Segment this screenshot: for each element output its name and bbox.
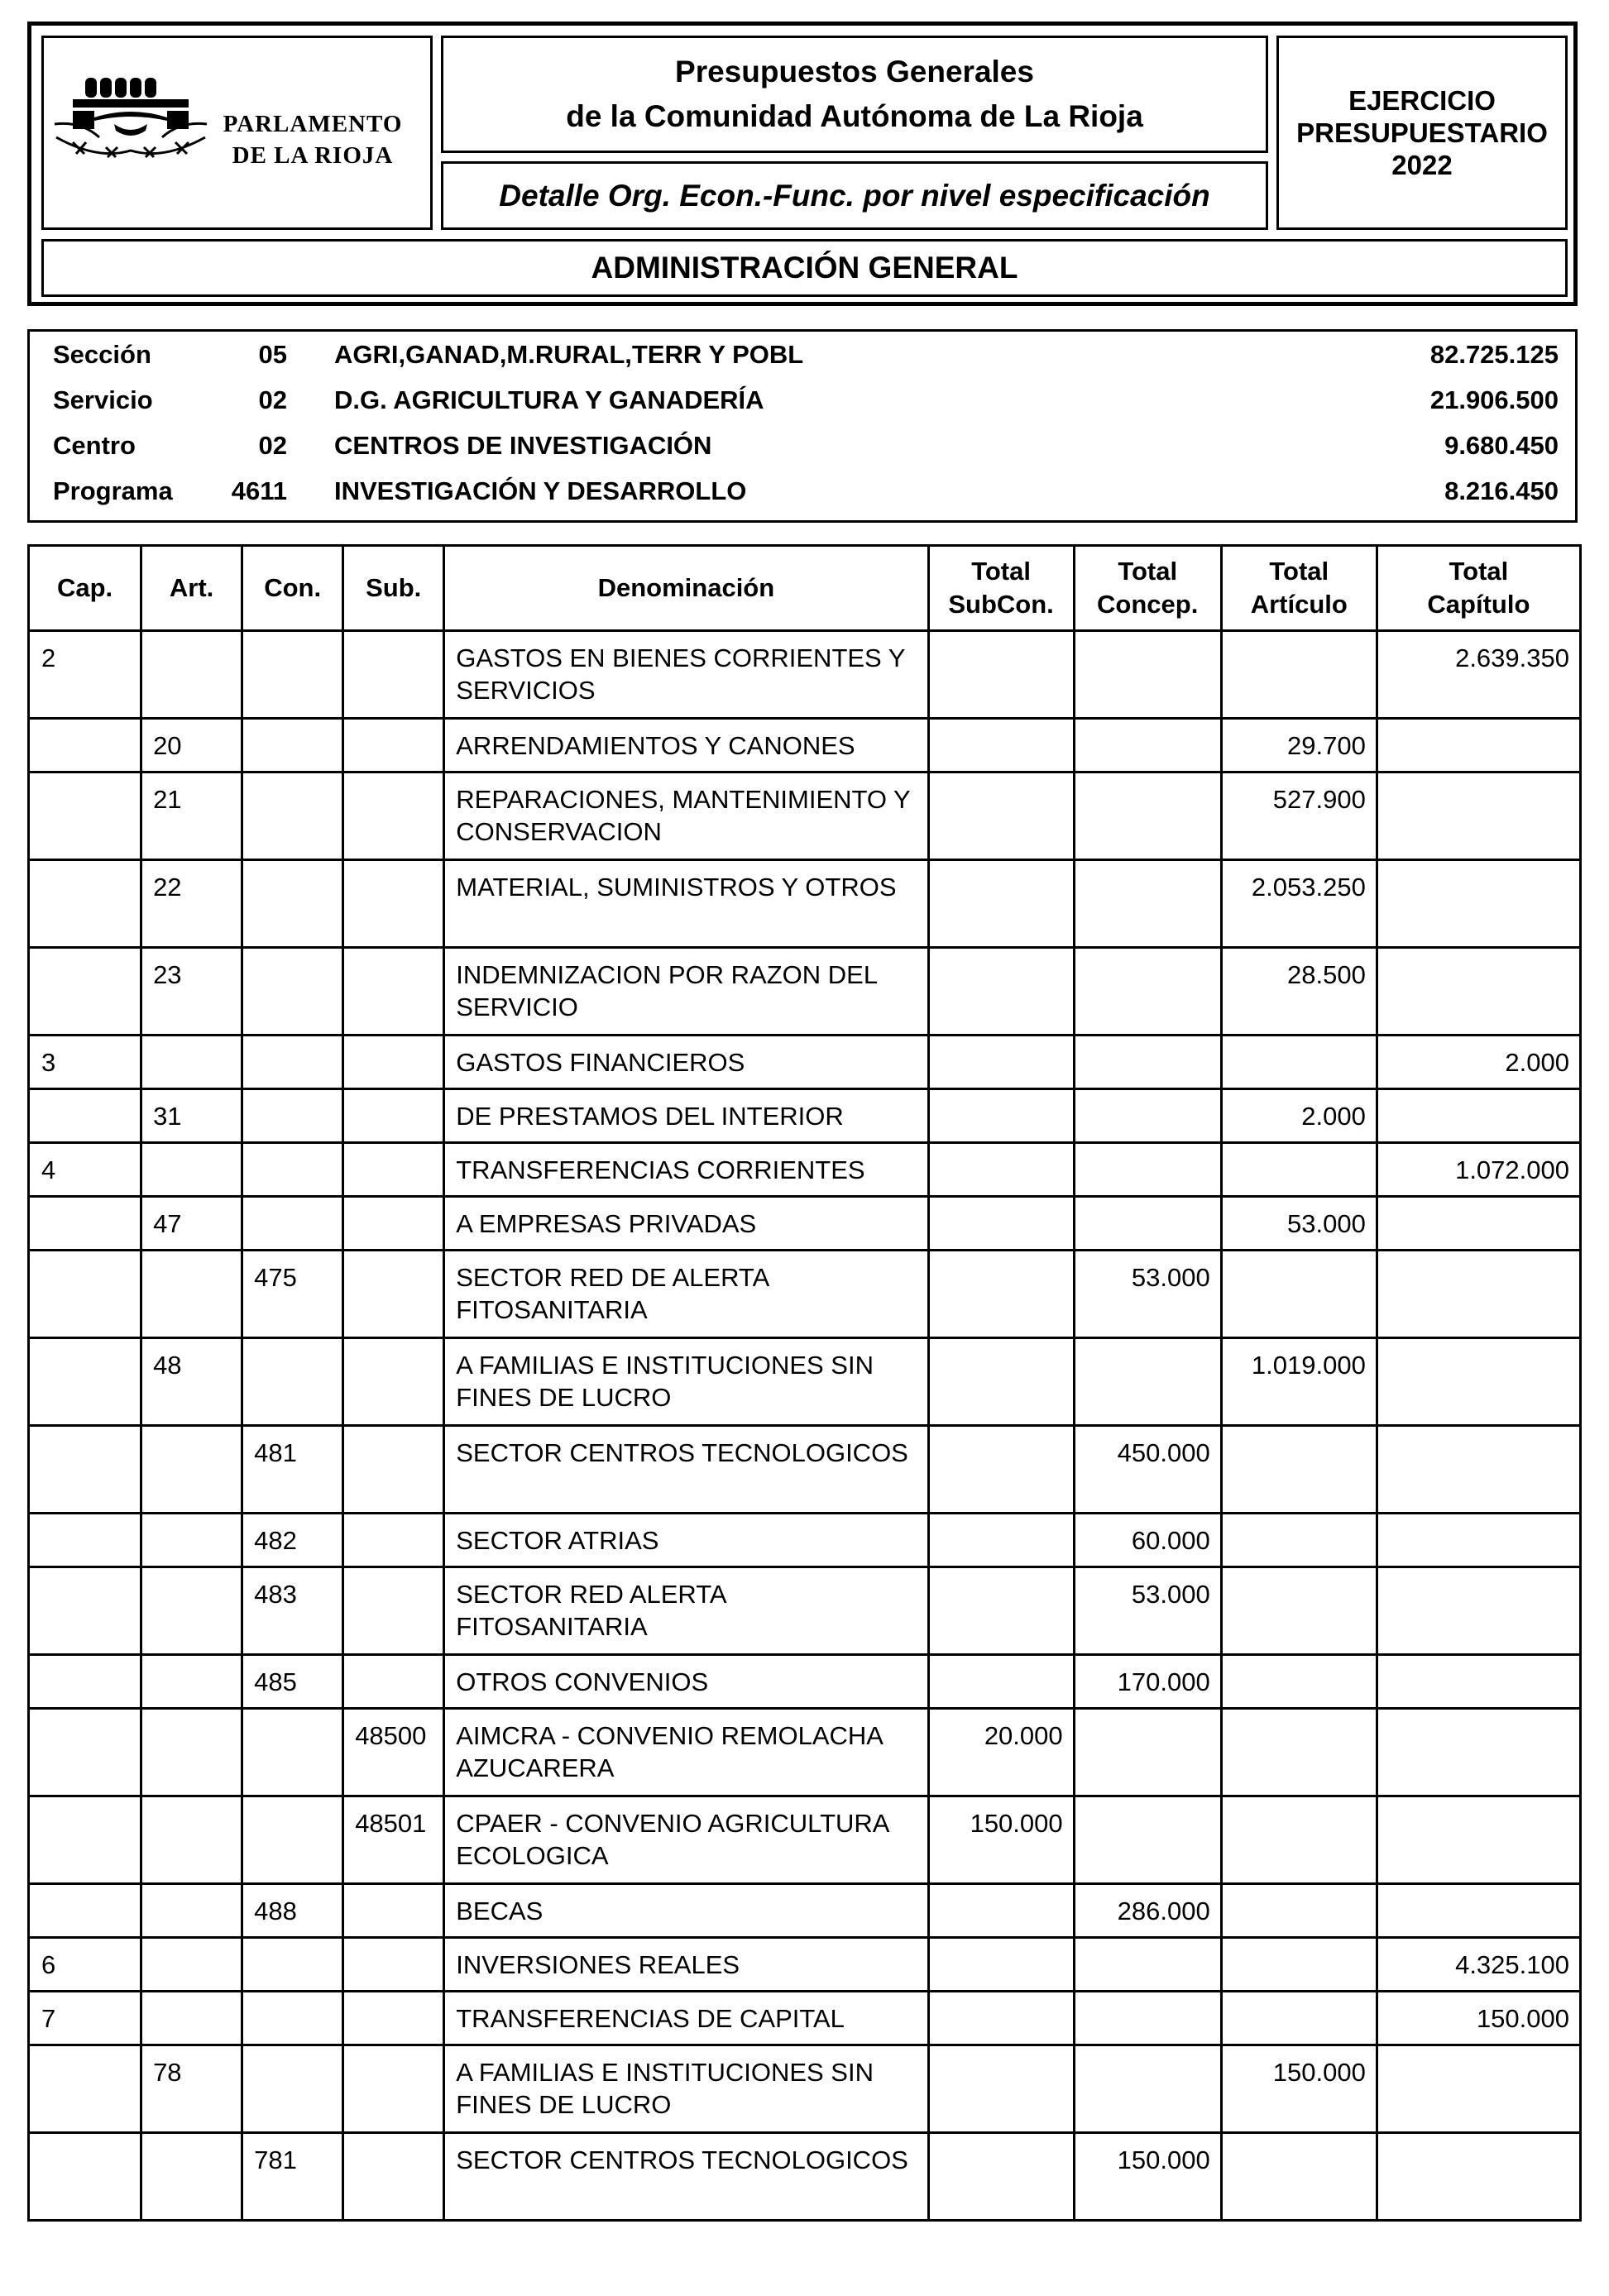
cell-con (242, 1197, 343, 1251)
cell-con (242, 1036, 343, 1089)
info-code: 02 (258, 385, 287, 414)
cell-total-subcon: 20.000 (928, 1709, 1074, 1796)
cell-total-articulo: 28.500 (1221, 948, 1377, 1036)
cell-cap (29, 1197, 141, 1251)
cell-total-concep: 170.000 (1074, 1655, 1221, 1709)
cell-total-subcon: 150.000 (928, 1796, 1074, 1884)
cell-con: 488 (242, 1884, 343, 1938)
cell-denominacion: GASTOS FINANCIEROS (444, 1036, 928, 1089)
cell-total-subcon (928, 1655, 1074, 1709)
cell-denominacion: GASTOS EN BIENES CORRIENTES Y SERVICIOS (444, 631, 928, 719)
cell-art (141, 1796, 242, 1884)
cell-cap: 2 (29, 631, 141, 719)
cell-cap: 6 (29, 1938, 141, 1992)
header-con: Con. (242, 546, 343, 631)
cell-con: 485 (242, 1655, 343, 1709)
cell-art: 48 (141, 1338, 242, 1426)
table-row (29, 1089, 1581, 1143)
cell-art (141, 631, 242, 719)
header-text: SubCon. (948, 590, 1054, 619)
info-desc: D.G. AGRICULTURA Y GANADERÍA (334, 385, 764, 414)
table-row (29, 1992, 1581, 2045)
cell-total-subcon (928, 1036, 1074, 1089)
cell-con (242, 1338, 343, 1426)
cell-total-articulo (1221, 1884, 1377, 1938)
cell-total-articulo (1221, 631, 1377, 719)
document-header (27, 22, 1578, 306)
section-banner-box (41, 239, 1568, 297)
cell-art: 22 (141, 860, 242, 948)
cell-con (242, 948, 343, 1036)
header-text: Total (971, 557, 1031, 586)
info-code: 02 (258, 431, 287, 460)
title-line2: de la Comunidad Autónoma de La Rioja (566, 99, 1143, 133)
cell-sub (343, 1514, 444, 1567)
cell-sub (343, 1251, 444, 1338)
cell-cap (29, 2045, 141, 2133)
cell-total-articulo (1221, 1036, 1377, 1089)
cell-total-subcon (928, 631, 1074, 719)
table-row (29, 1796, 1581, 1884)
info-code: 05 (258, 340, 287, 369)
cell-total-subcon (928, 1143, 1074, 1197)
cell-total-articulo: 2.000 (1221, 1089, 1377, 1143)
cell-art: 31 (141, 1089, 242, 1143)
exercise-year: 2022 (1391, 150, 1453, 180)
cell-art (141, 2133, 242, 2221)
info-desc: AGRI,GANAD,M.RURAL,TERR Y POBL (334, 340, 804, 369)
header-text: Capítulo (1427, 590, 1530, 619)
info-desc: INVESTIGACIÓN Y DESARROLLO (334, 476, 747, 505)
cell-denominacion: REPARACIONES, MANTENIMIENTO Y CONSERVACION (444, 773, 928, 860)
header-text: Total (1118, 557, 1178, 586)
cell-total-capitulo (1377, 1796, 1580, 1884)
cell-con (242, 773, 343, 860)
cell-con (242, 1938, 343, 1992)
section-banner: ADMINISTRACIÓN GENERAL (591, 251, 1018, 285)
cell-art (141, 1426, 242, 1514)
cell-art (141, 1036, 242, 1089)
parliament-name-line1: PARLAMENTO (223, 111, 403, 137)
table-row (29, 1938, 1581, 1992)
cell-art: 78 (141, 2045, 242, 2133)
cell-total-articulo: 29.700 (1221, 719, 1377, 773)
cell-cap (29, 1884, 141, 1938)
cell-sub (343, 948, 444, 1036)
cell-total-articulo (1221, 1426, 1377, 1514)
cell-sub (343, 631, 444, 719)
cell-total-subcon (928, 1426, 1074, 1514)
cell-total-subcon (928, 948, 1074, 1036)
cell-total-capitulo (1377, 1567, 1580, 1655)
cell-total-articulo (1221, 1143, 1377, 1197)
title-box (441, 36, 1268, 153)
cell-sub (343, 773, 444, 860)
cell-total-concep (1074, 948, 1221, 1036)
cell-total-capitulo (1377, 860, 1580, 948)
info-row-servicio (30, 377, 1575, 423)
header-text: Total (1269, 557, 1329, 586)
cell-cap (29, 1655, 141, 1709)
parliament-logo-icon (48, 71, 213, 179)
cell-total-concep (1074, 719, 1221, 773)
cell-con (242, 1992, 343, 2045)
cell-cap (29, 719, 141, 773)
title-line1: Presupuestos Generales (675, 55, 1034, 88)
info-code: 4611 (231, 476, 287, 505)
table-row (29, 1709, 1581, 1796)
cell-denominacion: TRANSFERENCIAS CORRIENTES (444, 1143, 928, 1197)
cell-total-articulo (1221, 1938, 1377, 1992)
info-amount: 82.725.125 (1429, 340, 1559, 369)
cell-denominacion: MATERIAL, SUMINISTROS Y OTROS (444, 860, 928, 948)
cell-total-capitulo: 2.000 (1377, 1036, 1580, 1089)
cell-denominacion: A FAMILIAS E INSTITUCIONES SIN FINES DE LUCRO (444, 2045, 928, 2133)
cell-total-articulo: 527.900 (1221, 773, 1377, 860)
cell-total-capitulo (1377, 1884, 1580, 1938)
cell-total-capitulo (1377, 719, 1580, 773)
cell-sub (343, 1197, 444, 1251)
cell-cap (29, 948, 141, 1036)
header-total-capitulo (1377, 546, 1580, 631)
cell-denominacion: SECTOR RED ALERTA FITOSANITARIA (444, 1567, 928, 1655)
header-total-subcon (928, 546, 1074, 631)
cell-total-articulo: 2.053.250 (1221, 860, 1377, 948)
cell-cap (29, 1089, 141, 1143)
cell-sub (343, 1992, 444, 2045)
cell-denominacion: OTROS CONVENIOS (444, 1655, 928, 1709)
cell-total-articulo (1221, 1251, 1377, 1338)
info-amount: 21.906.500 (1429, 385, 1559, 414)
cell-total-subcon (928, 1992, 1074, 2045)
cell-denominacion: DE PRESTAMOS DEL INTERIOR (444, 1089, 928, 1143)
cell-total-concep: 60.000 (1074, 1514, 1221, 1567)
cell-sub (343, 719, 444, 773)
cell-con (242, 1143, 343, 1197)
cell-total-capitulo: 150.000 (1377, 1992, 1580, 2045)
cell-total-capitulo: 4.325.100 (1377, 1938, 1580, 1992)
table-row (29, 1655, 1581, 1709)
cell-sub (343, 1426, 444, 1514)
cell-art (141, 1514, 242, 1567)
table-row (29, 1197, 1581, 1251)
cell-cap: 4 (29, 1143, 141, 1197)
cell-art (141, 1567, 242, 1655)
cell-art: 23 (141, 948, 242, 1036)
table-row (29, 1884, 1581, 1938)
cell-total-concep (1074, 1089, 1221, 1143)
cell-denominacion: ARRENDAMIENTOS Y CANONES (444, 719, 928, 773)
table-row (29, 2133, 1581, 2221)
cell-con (242, 860, 343, 948)
cell-sub (343, 1338, 444, 1426)
cell-art: 47 (141, 1197, 242, 1251)
cell-total-concep (1074, 1338, 1221, 1426)
cell-art: 20 (141, 719, 242, 773)
cell-total-concep (1074, 860, 1221, 948)
cell-con (242, 1089, 343, 1143)
cell-cap (29, 2133, 141, 2221)
cell-total-subcon (928, 1089, 1074, 1143)
cell-art (141, 1251, 242, 1338)
table-row (29, 1426, 1581, 1514)
cell-cap (29, 1567, 141, 1655)
parliament-name (213, 108, 412, 171)
subtitle: Detalle Org. Econ.-Func. por nivel especificación (499, 178, 1210, 213)
table-row (29, 773, 1581, 860)
cell-total-subcon (928, 1567, 1074, 1655)
cell-total-subcon (928, 1884, 1074, 1938)
cell-total-concep (1074, 1992, 1221, 2045)
table-header-row (29, 546, 1581, 631)
cell-total-capitulo (1377, 1089, 1580, 1143)
cell-con (242, 2045, 343, 2133)
cell-sub (343, 1089, 444, 1143)
cell-total-concep (1074, 1143, 1221, 1197)
cell-cap: 7 (29, 1992, 141, 2045)
cell-total-subcon (928, 719, 1074, 773)
cell-total-articulo (1221, 1992, 1377, 2045)
exercise-box (1276, 36, 1568, 230)
cell-total-articulo (1221, 1655, 1377, 1709)
cell-total-concep (1074, 773, 1221, 860)
cell-cap (29, 1426, 141, 1514)
cell-total-concep (1074, 2045, 1221, 2133)
cell-total-concep (1074, 1036, 1221, 1089)
cell-cap (29, 773, 141, 860)
cell-total-articulo (1221, 1514, 1377, 1567)
cell-art (141, 1992, 242, 2045)
cell-art (141, 1655, 242, 1709)
cell-total-articulo (1221, 1567, 1377, 1655)
cell-con (242, 631, 343, 719)
cell-sub: 48501 (343, 1796, 444, 1884)
cell-denominacion: CPAER - CONVENIO AGRICULTURA ECOLOGICA (444, 1796, 928, 1884)
cell-con (242, 1709, 343, 1796)
header-total-concep (1074, 546, 1221, 631)
cell-sub (343, 1036, 444, 1089)
header-text: Total (1449, 557, 1509, 586)
header-total-articulo (1221, 546, 1377, 631)
cell-sub: 48500 (343, 1709, 444, 1796)
cell-cap (29, 1709, 141, 1796)
cell-cap (29, 1251, 141, 1338)
cell-cap (29, 1338, 141, 1426)
info-label: Centro (53, 431, 136, 460)
info-label: Sección (53, 340, 151, 369)
cell-denominacion: TRANSFERENCIAS DE CAPITAL (444, 1992, 928, 2045)
subtitle-box (441, 161, 1268, 230)
cell-total-capitulo: 1.072.000 (1377, 1143, 1580, 1197)
cell-total-capitulo (1377, 773, 1580, 860)
info-amount: 8.216.450 (1444, 476, 1559, 505)
cell-total-subcon (928, 1338, 1074, 1426)
info-label: Programa (53, 476, 173, 505)
cell-total-capitulo (1377, 1514, 1580, 1567)
cell-total-subcon (928, 860, 1074, 948)
table-row (29, 1251, 1581, 1338)
cell-total-capitulo (1377, 948, 1580, 1036)
exercise-line2: PRESUPUESTARIO (1296, 117, 1548, 148)
cell-sub (343, 1884, 444, 1938)
cell-total-capitulo (1377, 1197, 1580, 1251)
cell-total-capitulo (1377, 1426, 1580, 1514)
cell-total-subcon (928, 1938, 1074, 1992)
cell-total-subcon (928, 2045, 1074, 2133)
cell-total-concep (1074, 1709, 1221, 1796)
cell-total-concep: 150.000 (1074, 2133, 1221, 2221)
cell-con (242, 1796, 343, 1884)
table-row (29, 1338, 1581, 1426)
cell-sub (343, 2133, 444, 2221)
cell-sub (343, 1143, 444, 1197)
cell-con: 781 (242, 2133, 343, 2221)
info-row-programa (30, 468, 1575, 514)
table-row (29, 631, 1581, 719)
cell-art (141, 1709, 242, 1796)
cell-sub (343, 1938, 444, 1992)
table-row (29, 2045, 1581, 2133)
cell-total-subcon (928, 1514, 1074, 1567)
cell-cap: 3 (29, 1036, 141, 1089)
table-row (29, 719, 1581, 773)
cell-total-articulo (1221, 1796, 1377, 1884)
cell-total-concep (1074, 631, 1221, 719)
cell-total-concep: 53.000 (1074, 1567, 1221, 1655)
cell-total-capitulo (1377, 2045, 1580, 2133)
header-denominacion: Denominación (444, 546, 928, 631)
budget-detail-table (27, 544, 1582, 2222)
table-row (29, 860, 1581, 948)
cell-total-articulo (1221, 1709, 1377, 1796)
cell-sub (343, 2045, 444, 2133)
cell-art (141, 1884, 242, 1938)
cell-total-capitulo (1377, 1709, 1580, 1796)
cell-total-capitulo: 2.639.350 (1377, 631, 1580, 719)
cell-con: 483 (242, 1567, 343, 1655)
cell-denominacion: AIMCRA - CONVENIO REMOLACHA AZUCARERA (444, 1709, 928, 1796)
cell-art (141, 1938, 242, 1992)
cell-total-concep (1074, 1938, 1221, 1992)
cell-sub (343, 1567, 444, 1655)
info-row-seccion (30, 332, 1575, 377)
cell-denominacion: BECAS (444, 1884, 928, 1938)
table-row (29, 1567, 1581, 1655)
cell-denominacion: INVERSIONES REALES (444, 1938, 928, 1992)
info-row-centro (30, 423, 1575, 468)
parliament-name-line2: DE LA RIOJA (232, 142, 394, 169)
logo-box (41, 36, 433, 230)
cell-total-subcon (928, 773, 1074, 860)
cell-total-concep: 53.000 (1074, 1251, 1221, 1338)
cell-total-subcon (928, 1251, 1074, 1338)
table-row (29, 1514, 1581, 1567)
info-desc: CENTROS DE INVESTIGACIÓN (334, 431, 712, 460)
cell-total-capitulo (1377, 2133, 1580, 2221)
cell-con: 475 (242, 1251, 343, 1338)
cell-denominacion: A EMPRESAS PRIVADAS (444, 1197, 928, 1251)
cell-cap (29, 1796, 141, 1884)
cell-denominacion: SECTOR CENTROS TECNOLOGICOS (444, 1426, 928, 1514)
table-row (29, 1036, 1581, 1089)
cell-sub (343, 1655, 444, 1709)
cell-cap (29, 860, 141, 948)
header-sub: Sub. (343, 546, 444, 631)
cell-total-articulo: 53.000 (1221, 1197, 1377, 1251)
cell-total-concep: 450.000 (1074, 1426, 1221, 1514)
cell-total-concep (1074, 1197, 1221, 1251)
cell-total-articulo (1221, 2133, 1377, 2221)
header-art: Art. (141, 546, 242, 631)
cell-total-concep (1074, 1796, 1221, 1884)
cell-total-articulo: 1.019.000 (1221, 1338, 1377, 1426)
header-text: Artículo (1250, 590, 1348, 619)
cell-art (141, 1143, 242, 1197)
table-row (29, 1143, 1581, 1197)
cell-total-concep: 286.000 (1074, 1884, 1221, 1938)
cell-cap (29, 1514, 141, 1567)
cell-con: 482 (242, 1514, 343, 1567)
exercise-line1: EJERCICIO (1348, 85, 1496, 116)
cell-con: 481 (242, 1426, 343, 1514)
cell-denominacion: INDEMNIZACION POR RAZON DEL SERVICIO (444, 948, 928, 1036)
cell-total-capitulo (1377, 1655, 1580, 1709)
cell-total-subcon (928, 1197, 1074, 1251)
header-text: Concep. (1097, 590, 1199, 619)
organization-info (27, 329, 1578, 523)
cell-denominacion: A FAMILIAS E INSTITUCIONES SIN FINES DE LUCRO (444, 1338, 928, 1426)
cell-art: 21 (141, 773, 242, 860)
info-label: Servicio (53, 385, 153, 414)
cell-total-capitulo (1377, 1251, 1580, 1338)
cell-sub (343, 860, 444, 948)
cell-total-capitulo (1377, 1338, 1580, 1426)
header-cap: Cap. (29, 546, 141, 631)
cell-denominacion: SECTOR CENTROS TECNOLOGICOS (444, 2133, 928, 2221)
cell-denominacion: SECTOR RED DE ALERTA FITOSANITARIA (444, 1251, 928, 1338)
table-row (29, 948, 1581, 1036)
cell-total-articulo: 150.000 (1221, 2045, 1377, 2133)
cell-con (242, 719, 343, 773)
info-amount: 9.680.450 (1444, 431, 1559, 460)
cell-total-subcon (928, 2133, 1074, 2221)
table-body (29, 631, 1581, 2221)
cell-denominacion: SECTOR ATRIAS (444, 1514, 928, 1567)
